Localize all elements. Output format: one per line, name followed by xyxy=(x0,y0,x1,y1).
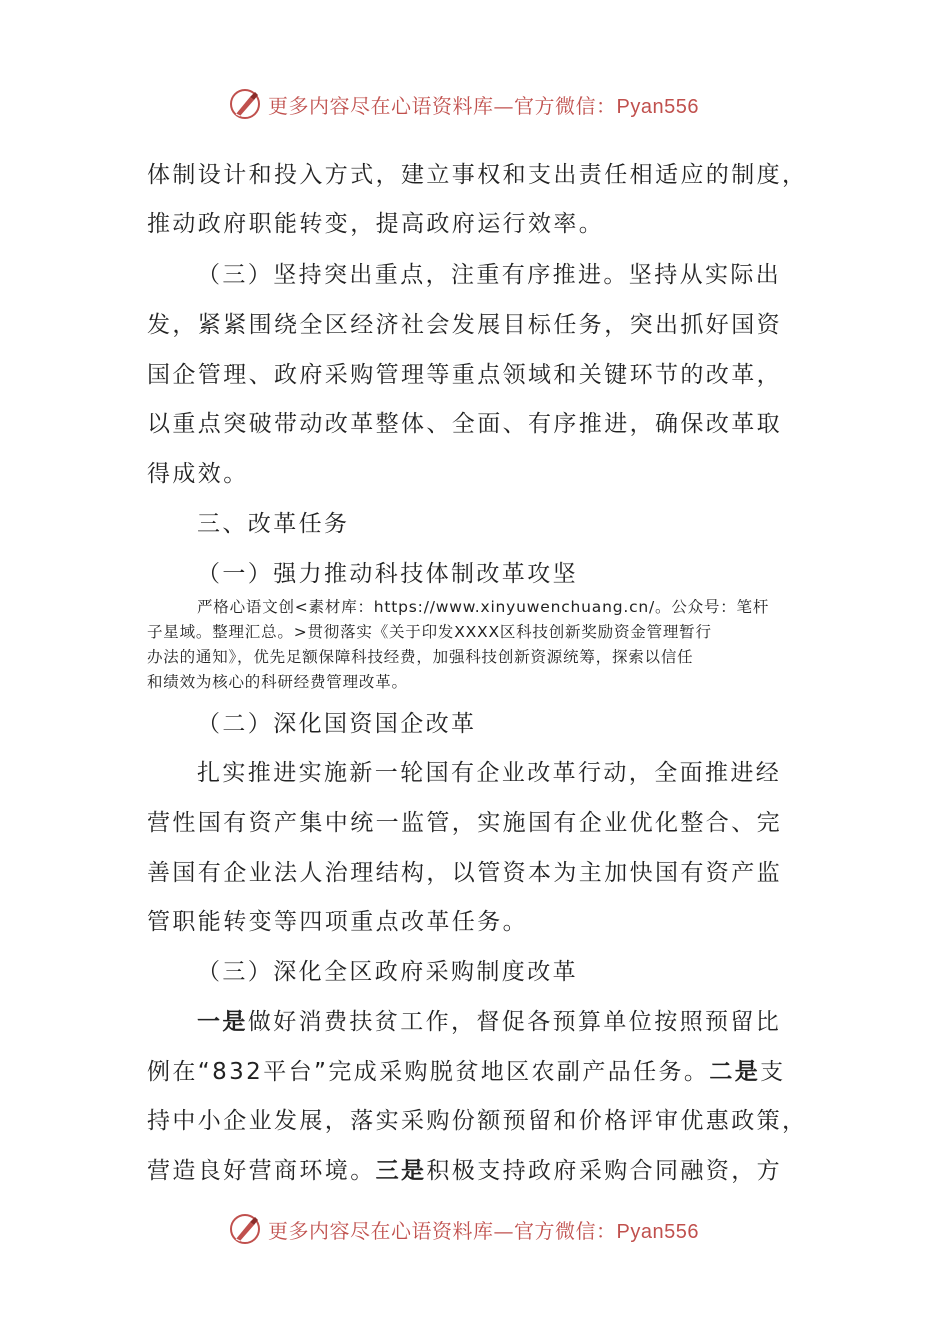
text-line xyxy=(147,1053,807,1086)
banner-handle: Pyan556 xyxy=(616,95,699,118)
text-span: 支 xyxy=(760,1059,786,1085)
text-line xyxy=(197,1003,857,1036)
bold-lead: 一是 xyxy=(197,1009,248,1035)
subsection-heading: （三）深化全区政府采购制度改革 xyxy=(197,959,578,985)
bold-lead: 三是 xyxy=(375,1158,427,1184)
note-line: 办法的通知》，优先足额保障科技经费，加强科技创新资源统筹，探索以信任 xyxy=(147,648,694,666)
text-line xyxy=(147,1152,807,1185)
pen-nib-logo-icon xyxy=(228,1212,262,1246)
note-line: 和绩效为核心的科研经费管理改革。 xyxy=(147,673,408,691)
text-line: 得成效。 xyxy=(147,461,249,487)
footer-banner xyxy=(228,1209,748,1249)
text-line: 以重点突破带动改革整体、全面、有序推进，确保改革取 xyxy=(147,411,782,437)
text-line: 营性国有资产集中统一监管，实施国有企业优化整合、完 xyxy=(147,810,782,836)
subsection-heading: （二）深化国资国企改革 xyxy=(197,711,477,737)
banner-handle: Pyan556 xyxy=(616,1220,699,1243)
text-line: 扎实推进实施新一轮国有企业改革行动，全面推进经 xyxy=(197,760,782,786)
text-line: 体制设计和投入方式，建立事权和支出责任相适应的制度， xyxy=(147,162,808,188)
bold-lead: 二是 xyxy=(709,1059,761,1085)
banner-text xyxy=(268,1215,699,1244)
banner-slogan: 更多内容尽在心语资料库—官方微信： xyxy=(268,93,617,118)
banner-text xyxy=(268,90,699,119)
section-heading: 三、改革任务 xyxy=(197,511,350,537)
header-banner xyxy=(228,84,748,124)
note-line: 子星域。整理汇总。>贯彻落实《关于印发XXXX区科技创新奖励资金管理暂行 xyxy=(147,623,712,641)
text-span: 做好消费扶贫工作，督促各预算单位按照预留比 xyxy=(247,1009,782,1035)
text-line: （三）坚持突出重点，注重有序推进。坚持从实际出 xyxy=(197,262,782,288)
text-line: 管职能转变等四项重点改革任务。 xyxy=(147,909,528,935)
subsection-heading: （一）强力推动科技体制改革攻坚 xyxy=(197,561,578,587)
text-line: 善国有企业法人治理结构，以管资本为主加快国有资产监 xyxy=(147,860,782,886)
text-span: 营造良好营商环境。 xyxy=(147,1158,376,1184)
text-span: 例在“832平台”完成采购脱贫地区农副产品任务。 xyxy=(147,1059,710,1085)
text-line: 国企管理、政府采购管理等重点领域和关键环节的改革， xyxy=(147,362,782,388)
pen-nib-logo-icon xyxy=(228,87,262,121)
text-line: 发，紧紧围绕全区经济社会发展目标任务，突出抓好国资 xyxy=(147,312,782,338)
note-line: 严格心语文创<素材库：https://www.xinyuwenchuang.cn/。公众号：笔杆 xyxy=(197,598,770,616)
text-line: 持中小企业发展，落实采购份额预留和价格评审优惠政策， xyxy=(147,1108,808,1134)
text-line: 推动政府职能转变，提高政府运行效率。 xyxy=(147,211,605,237)
banner-slogan: 更多内容尽在心语资料库—官方微信： xyxy=(268,1218,617,1243)
text-span: 积极支持政府采购合同融资，方 xyxy=(426,1158,783,1184)
